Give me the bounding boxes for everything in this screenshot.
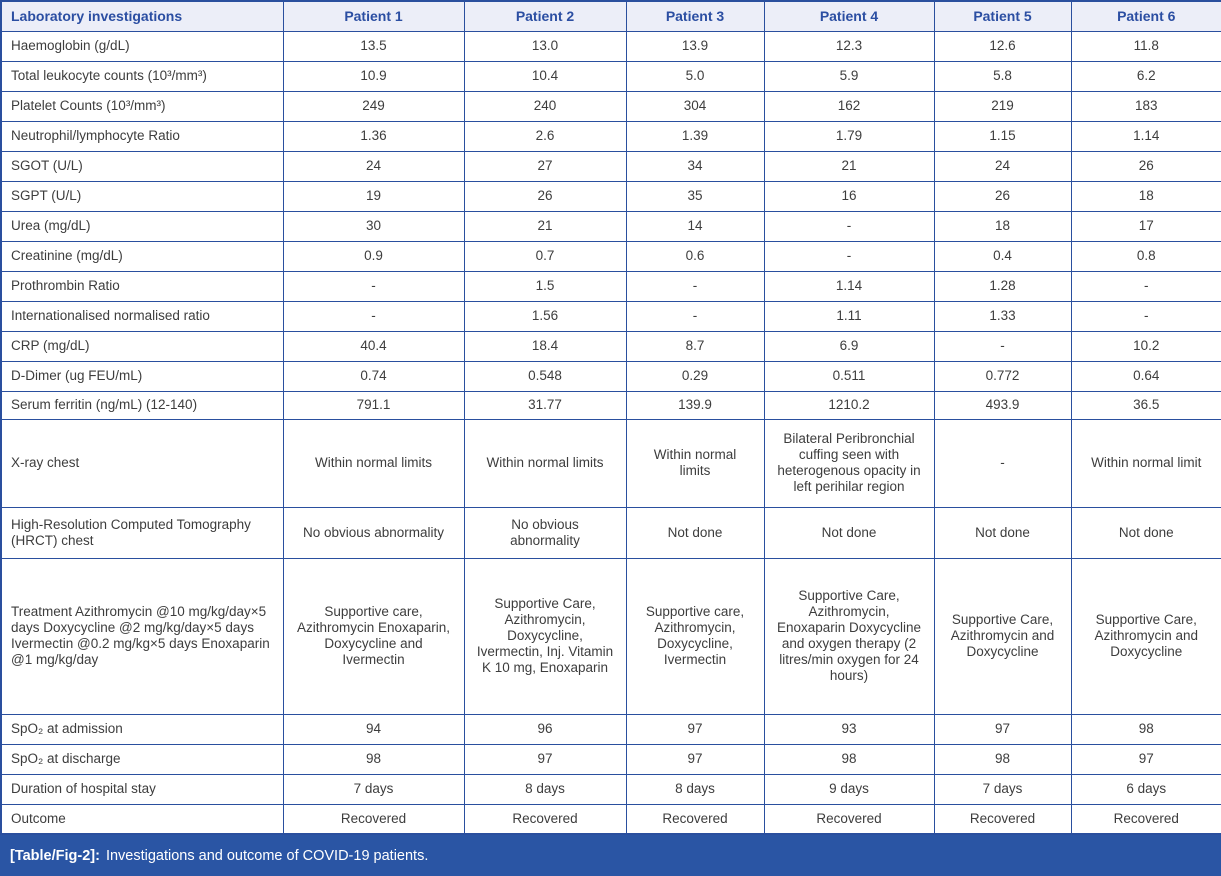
value-cell: 30 [283,211,464,241]
value-cell: 1.33 [934,301,1071,331]
value-cell: - [1071,301,1221,331]
value-cell: 27 [464,151,626,181]
value-cell: - [626,271,764,301]
value-cell: 0.9 [283,241,464,271]
value-cell: 19 [283,181,464,211]
value-cell: Supportive Care, Azithromycin, Doxycycline, Ivermectin, Inj. Vitamin K 10 mg, Enoxaparin [464,558,626,714]
caption-text: Investigations and outcome of COVID-19 patients. [105,847,429,864]
value-cell: Recovered [626,804,764,834]
value-cell: 493.9 [934,391,1071,419]
row-label: CRP (mg/dL) [1,331,283,361]
value-cell: 0.4 [934,241,1071,271]
value-cell: 97 [626,714,764,744]
value-cell: 34 [626,151,764,181]
value-cell: 219 [934,91,1071,121]
value-cell: 10.4 [464,61,626,91]
value-cell: 1210.2 [764,391,934,419]
value-cell: 6 days [1071,774,1221,804]
value-cell: 1.5 [464,271,626,301]
value-cell: 40.4 [283,331,464,361]
value-cell: 1.39 [626,121,764,151]
value-cell: Not done [1071,507,1221,558]
value-cell: 8 days [626,774,764,804]
value-cell: Not done [626,507,764,558]
value-cell: 18.4 [464,331,626,361]
row-label: D-Dimer (ug FEU/mL) [1,361,283,391]
value-cell: Supportive Care, Azithromycin and Doxycycline [934,558,1071,714]
value-cell: 0.772 [934,361,1071,391]
value-cell: Recovered [934,804,1071,834]
row-label: Creatinine (mg/dL) [1,241,283,271]
row-label: Haemoglobin (g/dL) [1,31,283,61]
value-cell: Within normal limits [283,419,464,507]
table-row [1,151,1221,181]
value-cell: 26 [1071,151,1221,181]
value-cell: Recovered [764,804,934,834]
value-cell: Not done [934,507,1071,558]
value-cell: 240 [464,91,626,121]
value-cell: 11.8 [1071,31,1221,61]
row-label: Serum ferritin (ng/mL) (12-140) [1,391,283,419]
table-row [1,61,1221,91]
value-cell: 97 [464,744,626,774]
row-label: SpO₂ at discharge [1,744,283,774]
value-cell: 18 [934,211,1071,241]
value-cell: 0.74 [283,361,464,391]
value-cell: 31.77 [464,391,626,419]
value-cell: 5.0 [626,61,764,91]
row-label: Neutrophil/lymphocyte Ratio [1,121,283,151]
table-header [1,1,1221,31]
row-label: Total leukocyte counts (10³/mm³) [1,61,283,91]
value-cell: 791.1 [283,391,464,419]
value-cell: 12.3 [764,31,934,61]
patient-column-header: Patient 6 [1071,1,1221,31]
value-cell: 35 [626,181,764,211]
value-cell: 24 [283,151,464,181]
row-label: X-ray chest [1,419,283,507]
value-cell: 17 [1071,211,1221,241]
table-row [1,181,1221,211]
value-cell: 6.9 [764,331,934,361]
patient-column-header: Patient 4 [764,1,934,31]
value-cell: 98 [934,744,1071,774]
table-row [1,774,1221,804]
value-cell: 162 [764,91,934,121]
row-label: Platelet Counts (10³/mm³) [1,91,283,121]
table-row [1,241,1221,271]
value-cell: 14 [626,211,764,241]
value-cell: - [283,271,464,301]
value-cell: 304 [626,91,764,121]
value-cell: - [283,301,464,331]
label-column-header: Laboratory investigations [1,1,283,31]
value-cell: Within normal limit [1071,419,1221,507]
value-cell: 0.6 [626,241,764,271]
value-cell: 1.14 [764,271,934,301]
value-cell: 8 days [464,774,626,804]
table-row [1,391,1221,419]
value-cell: No obvious abnormality [464,507,626,558]
value-cell: Supportive care, Azithromycin Enoxaparin, Doxycycline and Ivermectin [283,558,464,714]
patient-column-header: Patient 2 [464,1,626,31]
table-row [1,419,1221,507]
row-label: Duration of hospital stay [1,774,283,804]
value-cell: 1.15 [934,121,1071,151]
row-label: SGOT (U/L) [1,151,283,181]
value-cell: Supportive care, Azithromycin, Doxycycline, Ivermectin [626,558,764,714]
value-cell: 98 [1071,714,1221,744]
value-cell: 21 [764,151,934,181]
value-cell: 16 [764,181,934,211]
value-cell: 26 [934,181,1071,211]
table-row [1,507,1221,558]
value-cell: 26 [464,181,626,211]
value-cell: 6.2 [1071,61,1221,91]
value-cell: 97 [934,714,1071,744]
value-cell: 98 [764,744,934,774]
value-cell: 0.548 [464,361,626,391]
value-cell: No obvious abnormality [283,507,464,558]
row-label: Urea (mg/dL) [1,211,283,241]
value-cell: 97 [1071,744,1221,774]
value-cell: 13.9 [626,31,764,61]
value-cell: 0.7 [464,241,626,271]
value-cell: 1.28 [934,271,1071,301]
value-cell: 249 [283,91,464,121]
table-row [1,91,1221,121]
row-label: SpO₂ at admission [1,714,283,744]
value-cell: - [764,211,934,241]
value-cell: Within normal limits [464,419,626,507]
value-cell: 5.8 [934,61,1071,91]
value-cell: 0.29 [626,361,764,391]
table-caption [0,835,1221,876]
value-cell: 5.9 [764,61,934,91]
table-row [1,301,1221,331]
value-cell: 93 [764,714,934,744]
table-row [1,361,1221,391]
value-cell: 13.5 [283,31,464,61]
value-cell: 10.2 [1071,331,1221,361]
value-cell: 0.8 [1071,241,1221,271]
value-cell: 1.14 [1071,121,1221,151]
value-cell: Recovered [1071,804,1221,834]
value-cell: - [626,301,764,331]
value-cell: Bilateral Peribronchial cuffing seen with heterogenous opacity in left perihilar region [764,419,934,507]
table-row [1,121,1221,151]
header-row [1,1,1221,31]
table-row [1,211,1221,241]
value-cell: 0.511 [764,361,934,391]
table-row [1,714,1221,744]
value-cell: 21 [464,211,626,241]
table-row [1,804,1221,834]
value-cell: Not done [764,507,934,558]
value-cell: Recovered [283,804,464,834]
value-cell: 139.9 [626,391,764,419]
value-cell: 2.6 [464,121,626,151]
value-cell: - [764,241,934,271]
table-row [1,558,1221,714]
value-cell: 9 days [764,774,934,804]
value-cell: 1.79 [764,121,934,151]
value-cell: Within normal limits [626,419,764,507]
value-cell: Supportive Care, Azithromycin and Doxycycline [1071,558,1221,714]
value-cell: 12.6 [934,31,1071,61]
row-label: High-Resolution Computed Tomography (HRCT) chest [1,507,283,558]
value-cell: - [1071,271,1221,301]
value-cell: 1.36 [283,121,464,151]
value-cell: 183 [1071,91,1221,121]
row-label: Internationalised normalised ratio [1,301,283,331]
value-cell: 1.11 [764,301,934,331]
value-cell: 36.5 [1071,391,1221,419]
value-cell: 7 days [283,774,464,804]
row-label: SGPT (U/L) [1,181,283,211]
patient-column-header: Patient 1 [283,1,464,31]
value-cell: 10.9 [283,61,464,91]
patient-column-header: Patient 5 [934,1,1071,31]
value-cell: 7 days [934,774,1071,804]
row-label: Outcome [1,804,283,834]
row-label: Treatment Azithromycin @10 mg/kg/day×5 days Doxycycline @2 mg/kg/day×5 days Ivermectin @0.2 mg/kg×5 days Enoxaparin @1 mg/kg/day [1,558,283,714]
caption-tag: [Table/Fig-2]: [10,847,100,864]
patient-column-header: Patient 3 [626,1,764,31]
table-body [1,31,1221,834]
table-row [1,744,1221,774]
value-cell: 0.64 [1071,361,1221,391]
value-cell: 96 [464,714,626,744]
value-cell: - [934,331,1071,361]
value-cell: 24 [934,151,1071,181]
table-row [1,271,1221,301]
value-cell: 13.0 [464,31,626,61]
value-cell: 98 [283,744,464,774]
value-cell: 97 [626,744,764,774]
table-row [1,331,1221,361]
value-cell: - [934,419,1071,507]
value-cell: 18 [1071,181,1221,211]
value-cell: Recovered [464,804,626,834]
row-label: Prothrombin Ratio [1,271,283,301]
value-cell: 94 [283,714,464,744]
value-cell: Supportive Care, Azithromycin, Enoxaparin Doxycycline and oxygen therapy (2 litres/min oxygen for 24 hours) [764,558,934,714]
table-row [1,31,1221,61]
value-cell: 8.7 [626,331,764,361]
value-cell: 1.56 [464,301,626,331]
